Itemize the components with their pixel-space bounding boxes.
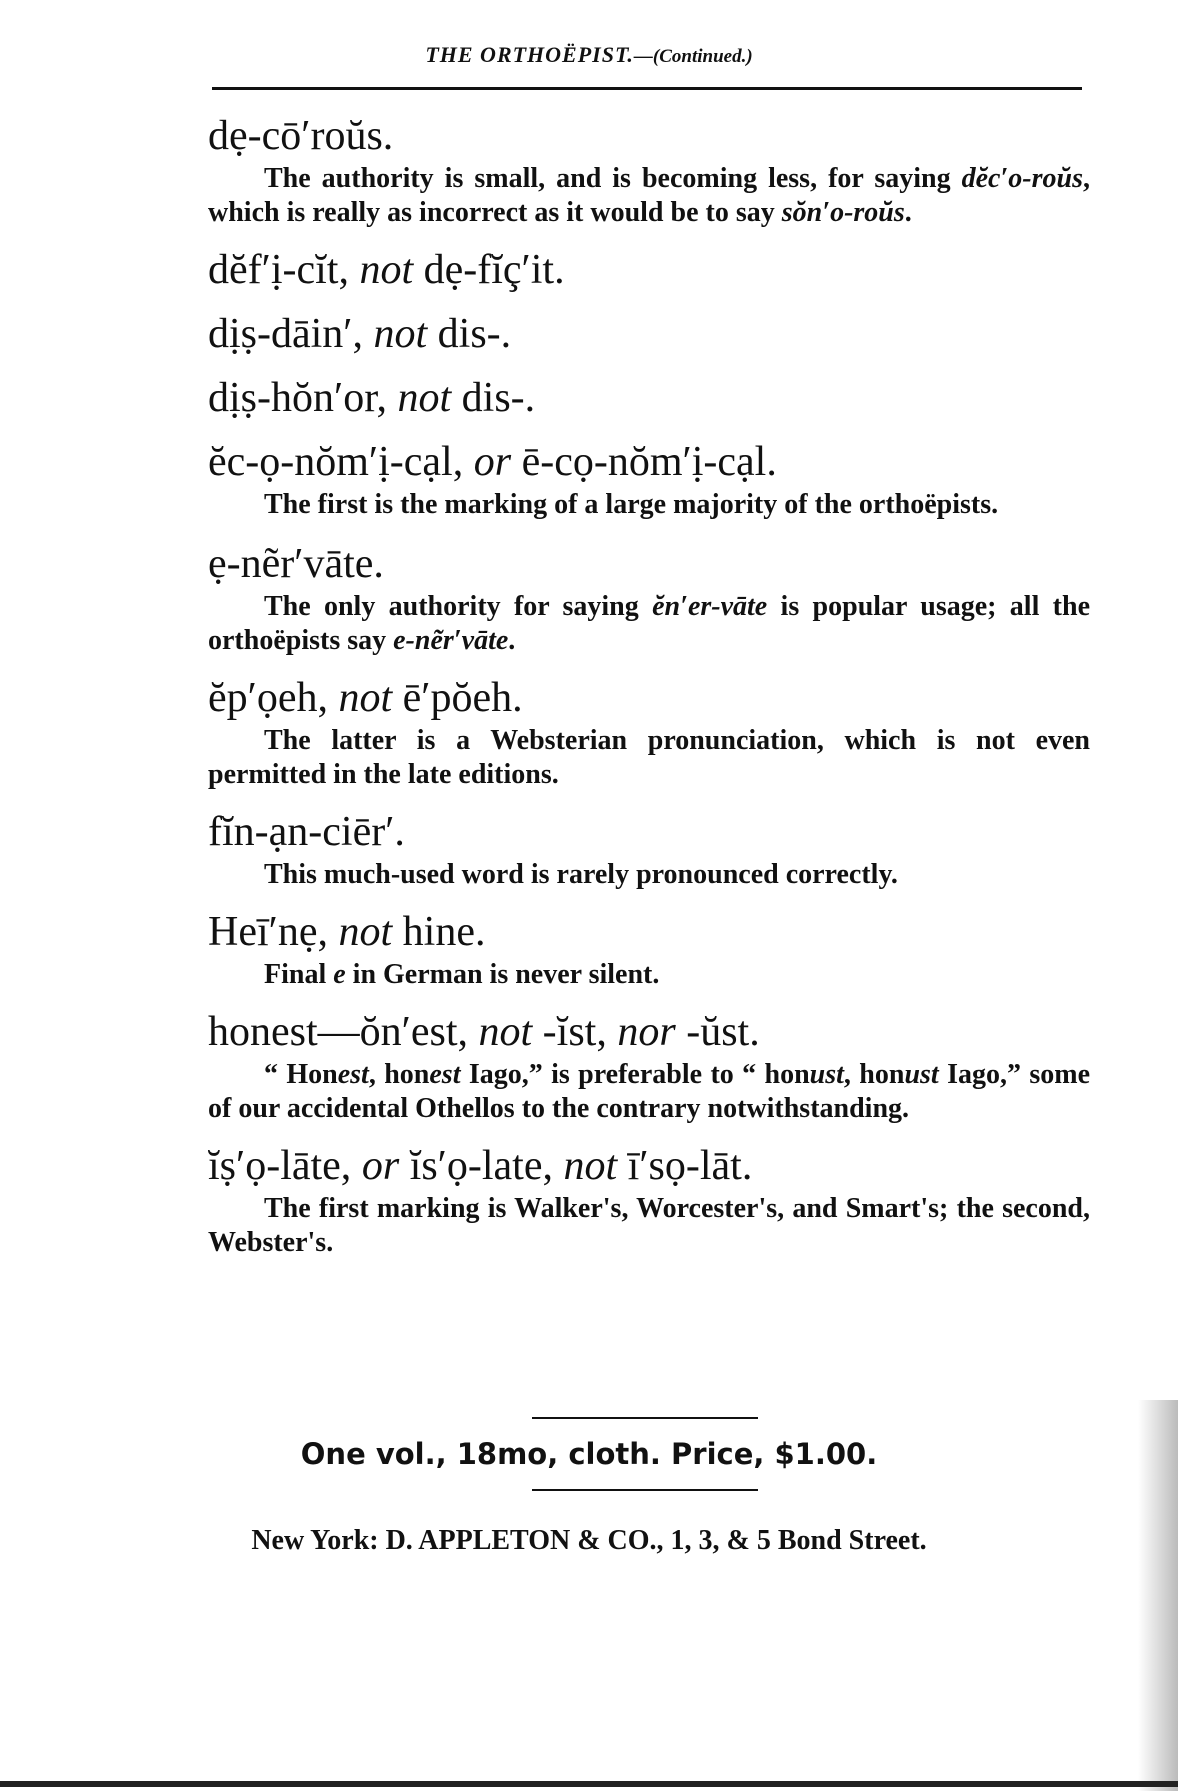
entry-headword: dẹ-cō′roŭs. bbox=[208, 113, 394, 159]
running-head-title: THE ORTHOËPIST. bbox=[425, 42, 634, 67]
entry-disdain bbox=[208, 310, 1090, 358]
running-head-continued: —(Continued.) bbox=[633, 46, 753, 67]
entry-enervate bbox=[208, 540, 1090, 658]
entry-heine bbox=[208, 908, 1090, 992]
entry-note: The first marking is Walker's, Worcester's, and Smart's; the second, Webster's. bbox=[208, 1193, 1090, 1258]
entry-headword: dĕf′ị-cĭt, not dẹ-fĭç′it. bbox=[208, 247, 565, 293]
entry-note: The only authority for saying ĕn′er-vāte is popular usage; all the orthoëpists say e-nẽr′vāte. bbox=[208, 591, 1090, 656]
entry-headword: ĕc-ọ-nŏm′ị-cạl, or ē-cọ-nŏm′ị-cạl. bbox=[208, 439, 777, 485]
price-line: One vol., 18mo, cloth. Price, $1.00. bbox=[300, 1437, 878, 1471]
entry-honest bbox=[208, 1008, 1090, 1126]
entry-dishonor bbox=[208, 374, 1090, 422]
page-bottom-edge bbox=[0, 1781, 1178, 1787]
entry-headword: dịṣ-dāin′, not dis-. bbox=[208, 311, 512, 357]
entry-epoch bbox=[208, 674, 1090, 792]
entry-note: The first is the marking of a large majority of the orthoëpists. bbox=[264, 489, 999, 520]
running-head bbox=[0, 42, 1178, 68]
entry-headword: ĕp′ọeh, not ē′pŏeh. bbox=[208, 675, 523, 721]
publisher-line: New York: D. APPLETON & CO., 1, 3, & 5 Bond Street. bbox=[251, 1525, 927, 1556]
entry-note: “ Honest, honest Iago,” is preferable to “ honust, honust Iago,” some of our accidental Othellos to the contrary notwithstanding. bbox=[208, 1059, 1091, 1124]
entry-headword: dịṣ-hŏn′or, not dis-. bbox=[208, 375, 536, 421]
entry-note: The authority is small, and is becoming less, for saying dĕc′o-roŭs, which is really as incorrect as it would be to say sŏn′o-roŭs. bbox=[208, 163, 1090, 228]
entry-note: Final e in German is never silent. bbox=[264, 959, 660, 990]
entry-decorous bbox=[208, 112, 1090, 230]
entry-note: The latter is a Websterian pronunciation, which is not even permitted in the late editions. bbox=[208, 725, 1090, 790]
entry-note: This much-used word is rarely pronounced correctly. bbox=[264, 859, 898, 890]
entry-economical bbox=[208, 438, 1090, 522]
entry-deficit bbox=[208, 246, 1090, 294]
footer-rule-top bbox=[532, 1417, 758, 1419]
entries-list bbox=[208, 112, 1090, 1260]
entry-headword: honest—ŏn′est, not -ĭst, nor -ŭst. bbox=[208, 1009, 760, 1055]
entry-financier bbox=[208, 808, 1090, 892]
entry-headword: Heī′nẹ, not hine. bbox=[208, 909, 486, 955]
footer-rule-bottom bbox=[532, 1489, 758, 1491]
page-edge-shadow bbox=[1138, 1400, 1178, 1791]
entry-isolate bbox=[208, 1142, 1090, 1260]
entry-headword: ẹ-nẽr′vāte. bbox=[208, 541, 384, 587]
entry-headword: ĭṣ′ọ-lāte, or ĭs′ọ-late, not ī′sọ-lāt. bbox=[208, 1143, 753, 1189]
entry-headword: fĭn-ạn-ciēr′. bbox=[208, 809, 405, 855]
header-rule bbox=[212, 87, 1082, 90]
